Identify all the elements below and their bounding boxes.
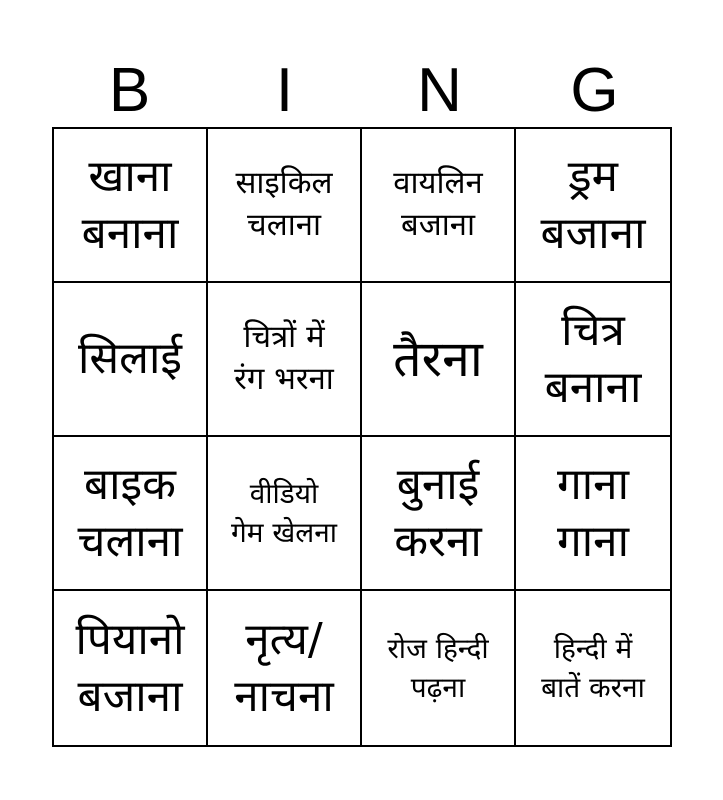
bingo-cell-r3-c3[interactable]: [362, 437, 516, 591]
bingo-cell-r3-c1[interactable]: [54, 437, 208, 591]
header-letter-g: G: [570, 56, 619, 125]
bingo-cell-r1-c1[interactable]: [54, 129, 208, 283]
bingo-cell-r3-c2[interactable]: [208, 437, 362, 591]
bingo-card-grid: [52, 127, 672, 747]
bingo-cell-text: वायलिन बजाना: [393, 165, 483, 243]
bingo-cell-r2-c3[interactable]: [362, 283, 516, 437]
header-letter-b: B: [108, 56, 151, 125]
bingo-cell-text: सिलाई: [78, 333, 182, 385]
bingo-cell-text: चित्र बनाना: [544, 304, 642, 413]
bingo-cell-text: वीडियो गेम खेलना: [230, 476, 338, 549]
bingo-cell-r2-c4[interactable]: [516, 283, 670, 437]
header-letter-i: I: [275, 56, 294, 125]
bingo-cell-text: रोज हिन्दी पढ़ना: [387, 631, 489, 704]
bingo-header: [52, 55, 672, 127]
bingo-cell-text: नृत्य/ नाचना: [234, 613, 334, 722]
bingo-cell-r1-c4[interactable]: [516, 129, 670, 283]
bingo-cell-text: तैरना: [393, 330, 483, 388]
bingo-cell-r4-c2[interactable]: [208, 591, 362, 745]
bingo-cell-text: चित्रों में रंग भरना: [234, 319, 334, 397]
bingo-cell-r4-c4[interactable]: [516, 591, 670, 745]
bingo-cell-text: ड्रम बजाना: [540, 150, 646, 259]
bingo-cell-r2-c2[interactable]: [208, 283, 362, 437]
bingo-cell-text: साइकिल चलाना: [235, 165, 333, 243]
header-letter-n: N: [417, 56, 462, 125]
bingo-cell-text: बुनाई करना: [394, 458, 482, 567]
bingo-cell-text: बाइक चलाना: [77, 458, 183, 567]
bingo-cell-r4-c1[interactable]: [54, 591, 208, 745]
bingo-cell-r1-c2[interactable]: [208, 129, 362, 283]
bingo-cell-text: गाना गाना: [557, 458, 629, 567]
bingo-cell-r1-c3[interactable]: [362, 129, 516, 283]
bingo-cell-text: खाना बनाना: [81, 150, 179, 259]
bingo-cell-text: हिन्दी में बातें करना: [541, 631, 645, 704]
bingo-cell-r3-c4[interactable]: [516, 437, 670, 591]
bingo-cell-r2-c1[interactable]: [54, 283, 208, 437]
bingo-cell-text: पियानो बजाना: [75, 613, 185, 722]
bingo-cell-r4-c3[interactable]: [362, 591, 516, 745]
